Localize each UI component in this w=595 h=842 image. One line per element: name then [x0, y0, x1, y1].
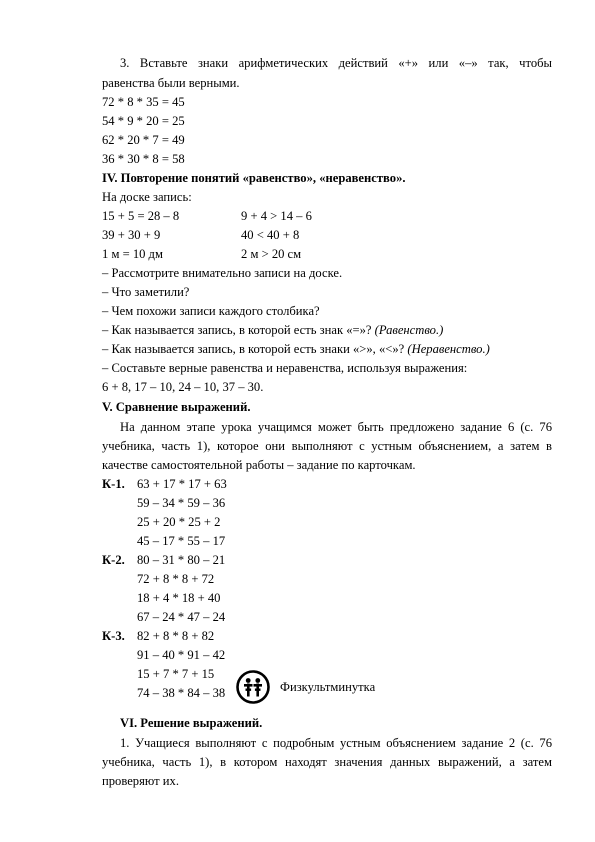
card-k3-row-4: 74 – 38 * 84 – 38 [137, 686, 226, 700]
card-k1-row-2: 59 – 34 * 59 – 36 [137, 496, 226, 510]
question-5-text: – Как называется запись, в которой есть знаки «>», «<»? [102, 342, 408, 356]
card-k2-row-4: 67 – 24 * 47 – 24 [137, 610, 226, 624]
card-k1-label: К-1. [102, 477, 125, 491]
question-5-answer: (Неравенство.) [407, 342, 490, 356]
question-6: – Составьте верные равенства и неравенства, используя выражения: [102, 361, 468, 375]
board-right-3: 2 м > 20 см [241, 247, 302, 261]
section5-heading: V. Сравнение выражений. [102, 400, 251, 414]
board-left-2: 39 + 30 + 9 [102, 228, 161, 242]
card-k2-label: К-2. [102, 553, 125, 567]
section5-para-line2: учебника, часть 1), которое они выполняют с устным объяснением, а затем в [102, 439, 552, 453]
task3-line2: равенства были верными. [102, 76, 240, 90]
board-right-1: 9 + 4 > 14 – 6 [241, 209, 312, 223]
board-left-1: 15 + 5 = 28 – 8 [102, 209, 180, 223]
board-intro: На доске запись: [102, 190, 192, 204]
banner-text: Физкультминутка [280, 679, 376, 694]
board-right-2: 40 < 40 + 8 [241, 228, 300, 242]
section6-para-line2: учебника, часть 1), в котором находят значения данных выражений, а затем [102, 755, 552, 769]
section5-para-line3: качестве самостоятельной работы – задание по карточкам. [102, 458, 416, 472]
card-k2-row-1: 80 – 31 * 80 – 21 [137, 553, 226, 567]
section6-para-line3: проверяют их. [102, 774, 179, 788]
section6-heading: VI. Решение выражений. [120, 716, 263, 730]
card-k1-row-4: 45 – 17 * 55 – 17 [137, 534, 226, 548]
card-k3-label: К-3. [102, 629, 125, 643]
question-4-text: – Как называется запись, в которой есть знак «=»? [102, 323, 375, 337]
section4-heading: IV. Повторение понятий «равенство», «неравенство». [102, 171, 406, 185]
task3-line1: 3. Вставьте знаки арифметических действий «+» или «–» так, чтобы [120, 56, 552, 70]
section5-para-line1: На данном этапе урока учащимся может быть предложено задание 6 (с. 76 [120, 420, 552, 434]
card-k3-row-3: 15 + 7 * 7 + 15 [137, 667, 215, 681]
card-k2-row-3: 18 + 4 * 18 + 40 [137, 591, 221, 605]
question-1: – Рассмотрите внимательно записи на доске. [102, 266, 343, 280]
fizkultminutka-banner [236, 670, 412, 704]
board-left-3: 1 м = 10 дм [102, 247, 163, 261]
task3-item-3: 62 * 20 * 7 = 49 [102, 133, 185, 147]
card-k3-row-2: 91 – 40 * 91 – 42 [137, 648, 226, 662]
question-4-answer: (Равенство.) [374, 323, 444, 337]
two-people-icon [236, 670, 270, 704]
card-k3-row-1: 82 + 8 * 8 + 82 [137, 629, 215, 643]
card-k1-row-3: 25 + 20 * 25 + 2 [137, 515, 221, 529]
question-5 [102, 342, 490, 357]
task3-item-2: 54 * 9 * 20 = 25 [102, 114, 185, 128]
question-2: – Что заметили? [102, 285, 190, 299]
question-4 [102, 323, 443, 338]
question-3: – Чем похожи записи каждого столбика? [102, 304, 320, 318]
card-k1-row-1: 63 + 17 * 17 + 63 [137, 477, 227, 491]
task3-item-1: 72 * 8 * 35 = 45 [102, 95, 185, 109]
section6-para-line1: 1. Учащиеся выполняют с подробным устным объяснением задание 2 (с. 76 [120, 736, 552, 750]
expressions-list: 6 + 8, 17 – 10, 24 – 10, 37 – 30. [102, 380, 264, 394]
task3-item-4: 36 * 30 * 8 = 58 [102, 152, 185, 166]
card-k2-row-2: 72 + 8 * 8 + 72 [137, 572, 215, 586]
